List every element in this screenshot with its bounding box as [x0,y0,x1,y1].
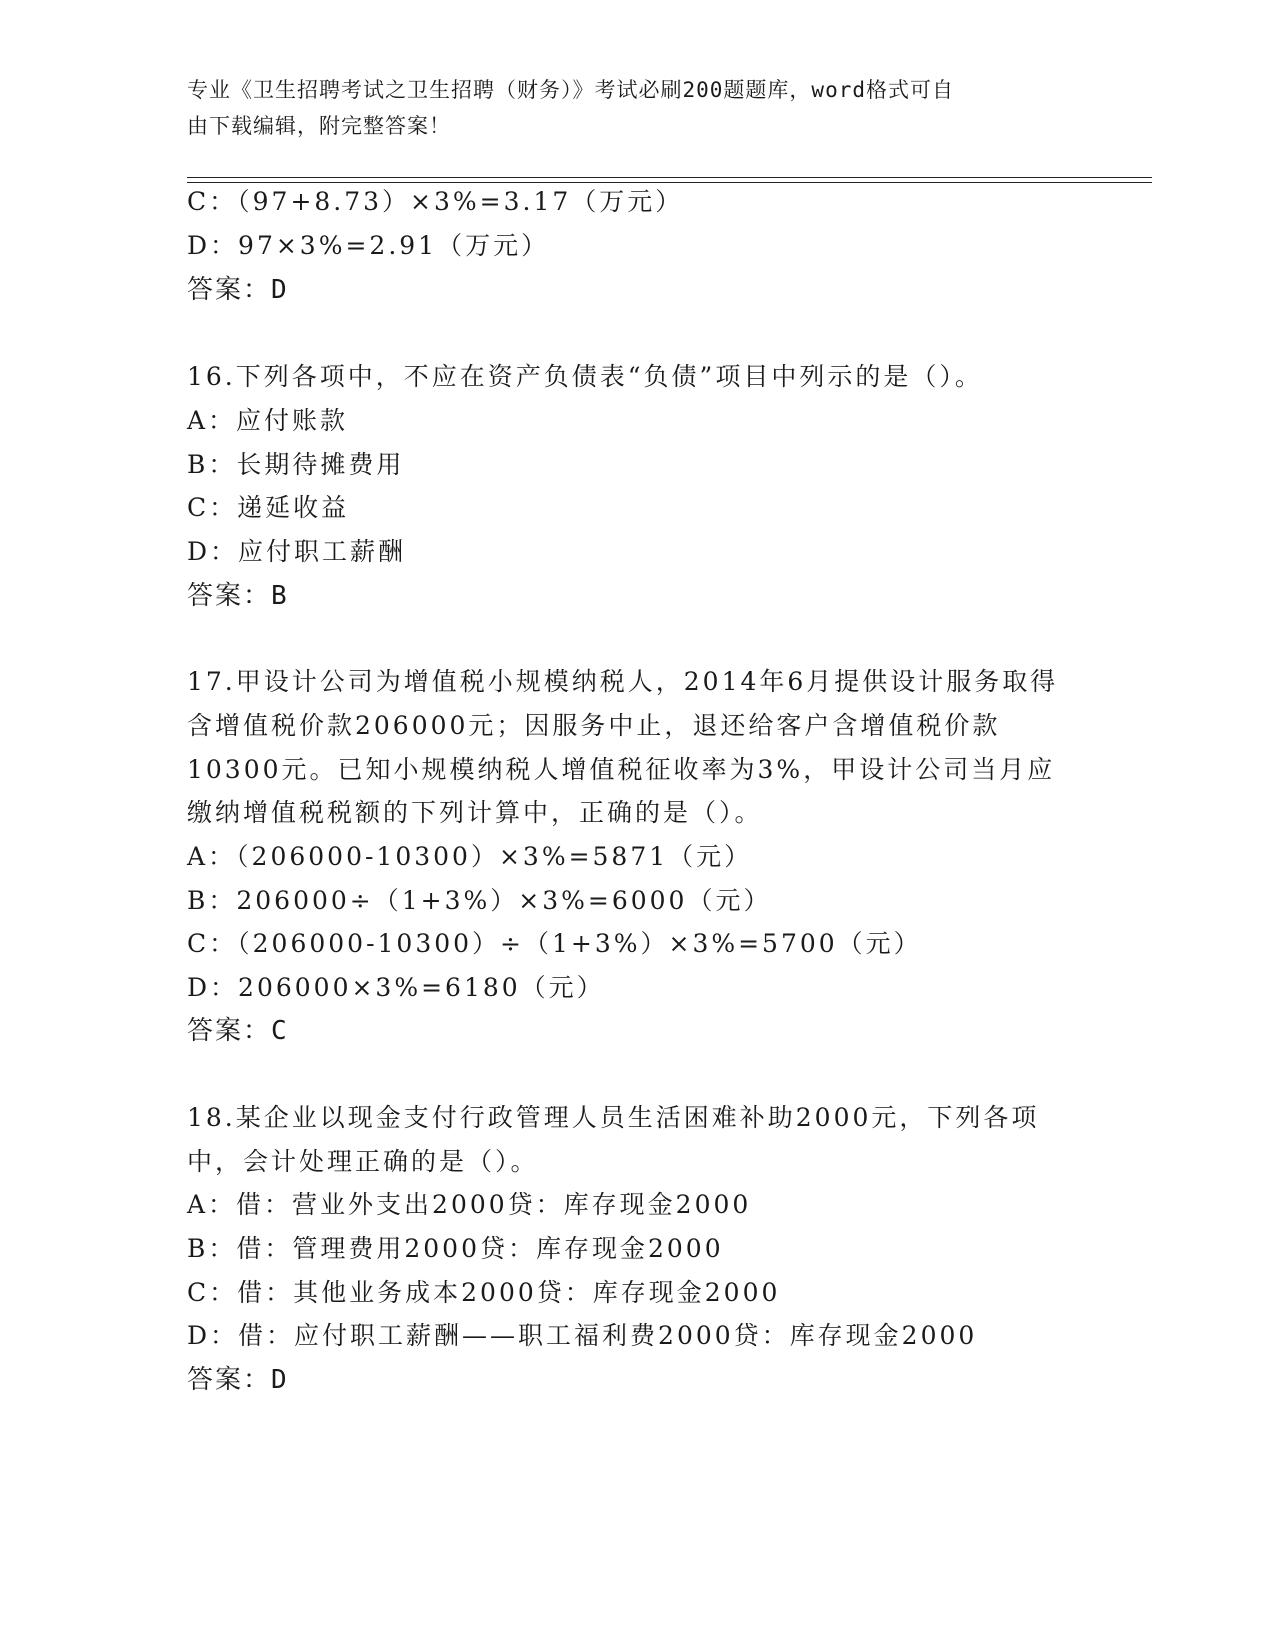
header-divider-top [187,177,1152,178]
q16-option-c: C：递延收益 [187,493,350,522]
q16-option-a: A：应付账款 [187,406,349,435]
q17-stem-line-3: 10300元。已知小规模纳税人增值税征收率为3%，甲设计公司当月应 [187,755,1056,784]
q17-stem-line-1: 17.甲设计公司为增值税小规模纳税人，2014年6月提供设计服务取得 [187,667,1059,696]
q17-option-d: D：206000×3%=6180（元） [187,973,605,1002]
document-header [187,72,1067,144]
header-title-line-2: 由下载编辑，附完整答案！ [187,114,451,138]
header-divider-bottom [187,182,1152,183]
q18-stem-line-1: 18.某企业以现金支付行政管理人员生活困难补助2000元，下列各项 [187,1103,1040,1132]
q17-option-b: B：206000÷（1+3%）×3%=6000（元） [187,886,772,915]
q16-stem: 16.下列各项中，不应在资产负债表“负债”项目中列示的是（）。 [187,362,983,391]
q17-option-a: A：（206000-10300）×3%=5871（元） [187,842,753,871]
q17-answer: 答案：C [187,1016,289,1046]
q18-stem-line-2: 中，会计处理正确的是（）。 [187,1147,539,1176]
q17-option-c: C：（206000-10300）÷（1+3%）×3%=5700（元） [187,929,922,958]
q15-option-d: D：97×3%=2.91（万元） [187,231,550,260]
q15-option-c: C：（97+8.73）×3%=3.17（万元） [187,187,684,216]
q18-option-b: B：借：管理费用2000贷：库存现金2000 [187,1234,724,1263]
header-title-line-1: 专业《卫生招聘考试之卫生招聘（财务）》考试必刷200题题库，word格式可自 [187,78,954,102]
q15-answer: 答案：D [187,275,289,305]
q16-answer: 答案：B [187,581,289,611]
q18-answer: 答案：D [187,1365,289,1395]
q18-option-c: C：借：其他业务成本2000贷：库存现金2000 [187,1278,781,1307]
q16-option-b: B：长期待摊费用 [187,450,405,479]
q18-option-d: D：借：应付职工薪酬——职工福利费2000贷：库存现金2000 [187,1321,978,1350]
q16-option-d: D：应付职工薪酬 [187,537,407,566]
q18-option-a: A：借：营业外支出2000贷：库存现金2000 [187,1190,752,1219]
q17-stem-line-2: 含增值税价款206000元；因服务中止，退还给客户含增值税价款 [187,711,1001,740]
q17-stem-line-4: 缴纳增值税税额的下列计算中，正确的是（）。 [187,798,763,827]
